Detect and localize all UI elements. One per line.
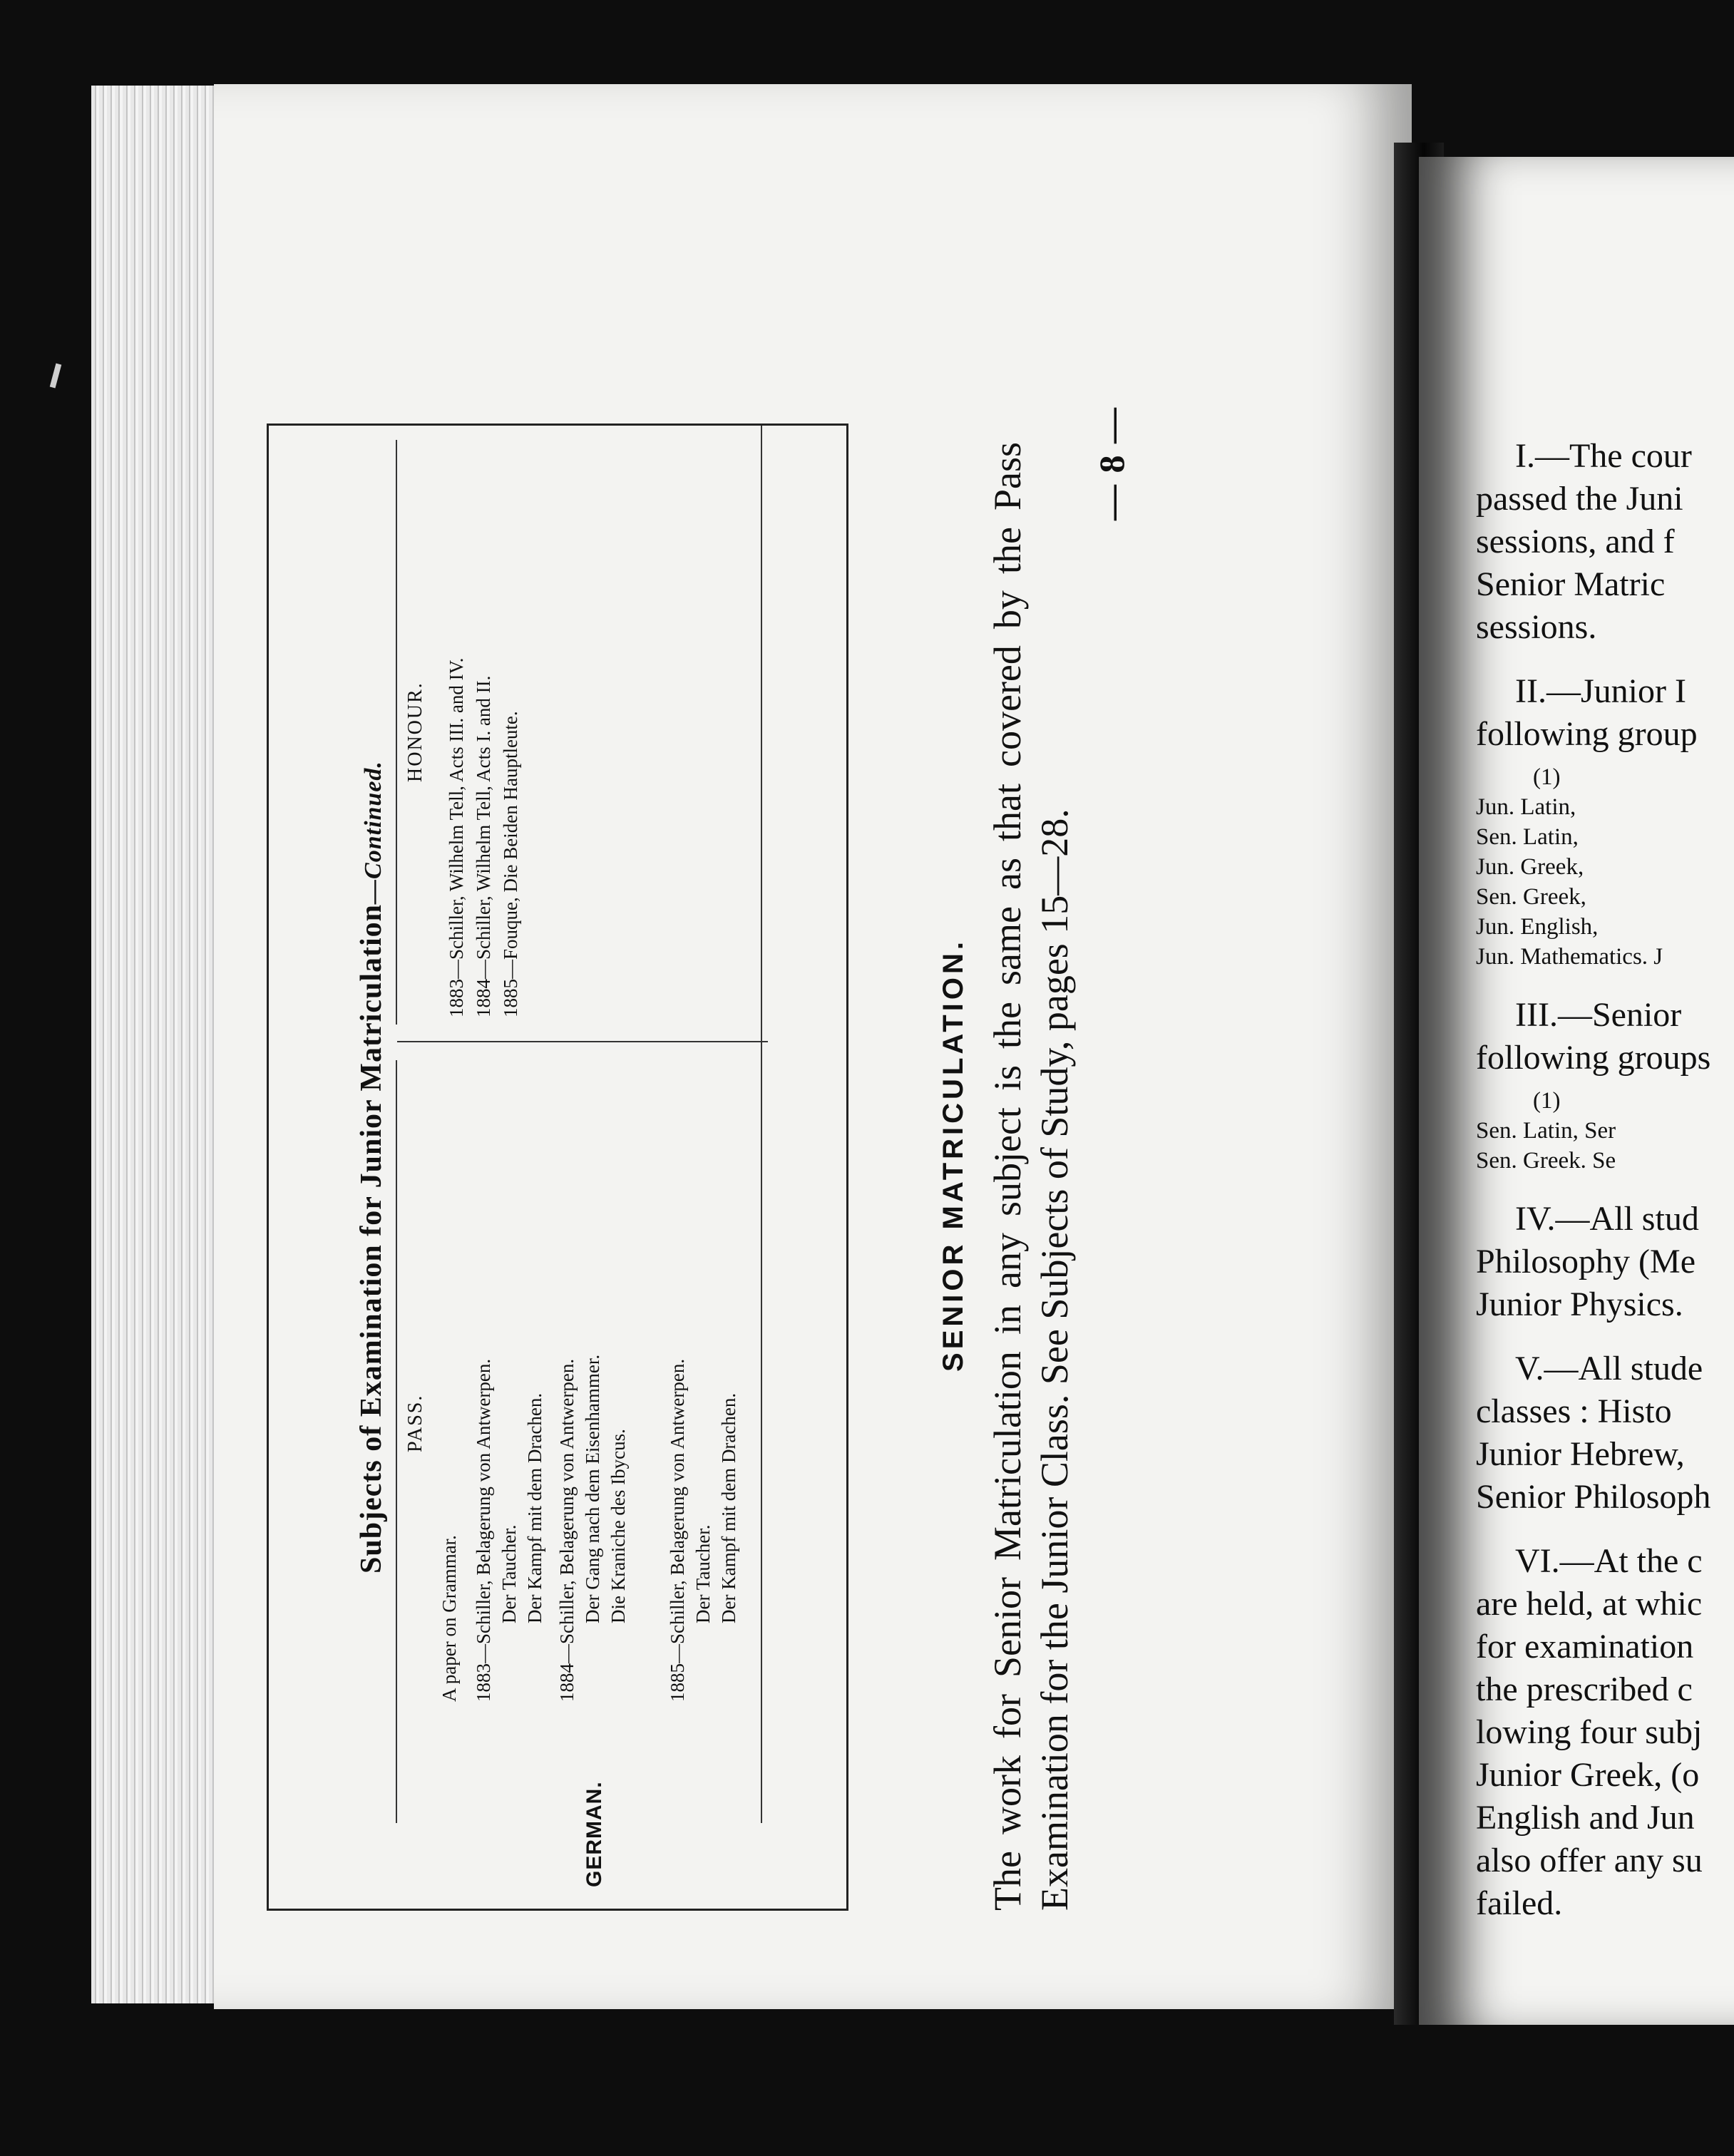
right-page-line: I.—The cour: [1515, 437, 1692, 475]
table-title-suffix: —Continued.: [360, 761, 386, 904]
right-page-line: (1): [1533, 764, 1561, 790]
column-divider: [397, 1041, 768, 1042]
right-page-line: IV.—All stud: [1515, 1200, 1699, 1238]
right-page-line: Junior Greek, (o: [1476, 1756, 1700, 1794]
table-title: [354, 426, 389, 1909]
right-page-line: English and Jun: [1476, 1799, 1695, 1837]
pass-entry-1883: 1883—Schiller, Belagerung von Antwerpen. Der Taucher. Der Kampf mit dem Drachen.: [473, 1358, 545, 1702]
right-page-line: Philosophy (Me: [1476, 1243, 1696, 1280]
right-page-line: Senior Matric: [1476, 565, 1666, 603]
honour-entry-1883: 1883—Schiller, Wilhelm Tell, Acts III. and IV.: [446, 657, 467, 1017]
examination-table: [267, 423, 848, 1911]
pass-entry-1885: 1885—Schiller, Belagerung von Antwerpen. Der Taucher. Der Kampf mit dem Drachen.: [667, 1358, 739, 1702]
right-page-line: lowing four subj: [1476, 1713, 1703, 1751]
right-page-line: also offer any su: [1476, 1842, 1703, 1879]
right-page-line: Jun. Mathematics. J: [1476, 944, 1663, 970]
right-page-line: Sen. Greek,: [1476, 884, 1586, 910]
right-page-line: III.—Senior: [1515, 996, 1682, 1034]
honour-entry-1884: 1884—Schiller, Wilhelm Tell, Acts I. and II.: [473, 675, 494, 1017]
right-page-line: classes : Histo: [1476, 1392, 1672, 1430]
right-page-line: V.—All stude: [1515, 1350, 1703, 1387]
right-page-line: sessions.: [1476, 608, 1597, 646]
bottom-rule: [761, 426, 762, 1823]
right-page-line: Senior Philosoph: [1476, 1478, 1711, 1516]
right-page-line: Junior Physics.: [1476, 1285, 1683, 1323]
right-page-line: Jun. English,: [1476, 914, 1599, 940]
right-page-line: Sen. Greek. Se: [1476, 1148, 1616, 1174]
right-page-line: sessions, and f: [1476, 523, 1675, 560]
right-page-line: II.—Junior I: [1515, 672, 1686, 710]
subject-label: GERMAN.: [583, 1781, 606, 1887]
right-page-line: (1): [1533, 1088, 1561, 1114]
right-page: [1419, 157, 1734, 2025]
right-page-line: the prescribed c: [1476, 1670, 1693, 1708]
right-page-line: Junior Hebrew,: [1476, 1435, 1685, 1473]
honour-entry-1885: 1885—Fouque, Die Beiden Hauptleute.: [500, 711, 521, 1017]
right-page-line: are held, at whic: [1476, 1585, 1703, 1623]
right-page-line: Jun. Greek,: [1476, 854, 1584, 880]
header-rule-honour: [396, 440, 397, 1025]
right-page-line: passed the Juni: [1476, 480, 1683, 518]
right-page-line: Sen. Latin, Ser: [1476, 1118, 1616, 1144]
right-page-line: failed.: [1476, 1884, 1563, 1922]
right-page-line: following group: [1476, 715, 1698, 753]
body-paragraph: The work for Senior Matriculation in any subject is the same as that covered by the Pass Examination for the Junior Class. See Subjects of Study, pages 15—28.: [986, 442, 1076, 1911]
header-rule: [396, 1060, 397, 1823]
rotated-page-content: [250, 328, 1291, 1925]
section-heading: SENIOR MATRICULATION.: [938, 938, 969, 1372]
pass-entry-grammar: A paper on Grammar.: [438, 1535, 460, 1702]
right-page-line: Jun. Latin,: [1476, 794, 1576, 820]
table-title-main: Subjects of Examination for Junior Matriculation: [355, 903, 388, 1574]
pass-entry-1884: 1884—Schiller, Belagerung von Antwerpen. Der Gang nach dem Eisenhammer. Die Kraniche des Ibycus.: [556, 1354, 629, 1702]
column-header-pass: PASS.: [404, 1394, 426, 1452]
scan-mark: [50, 364, 62, 389]
right-page-line: Sen. Latin,: [1476, 824, 1579, 850]
page-number: — 8 —: [1092, 406, 1132, 520]
right-page-line: VI.—At the c: [1515, 1542, 1703, 1580]
right-page-line: following groups: [1476, 1039, 1711, 1077]
right-page-line: for examination: [1476, 1628, 1694, 1665]
column-header-honour: HONOUR.: [404, 682, 426, 782]
